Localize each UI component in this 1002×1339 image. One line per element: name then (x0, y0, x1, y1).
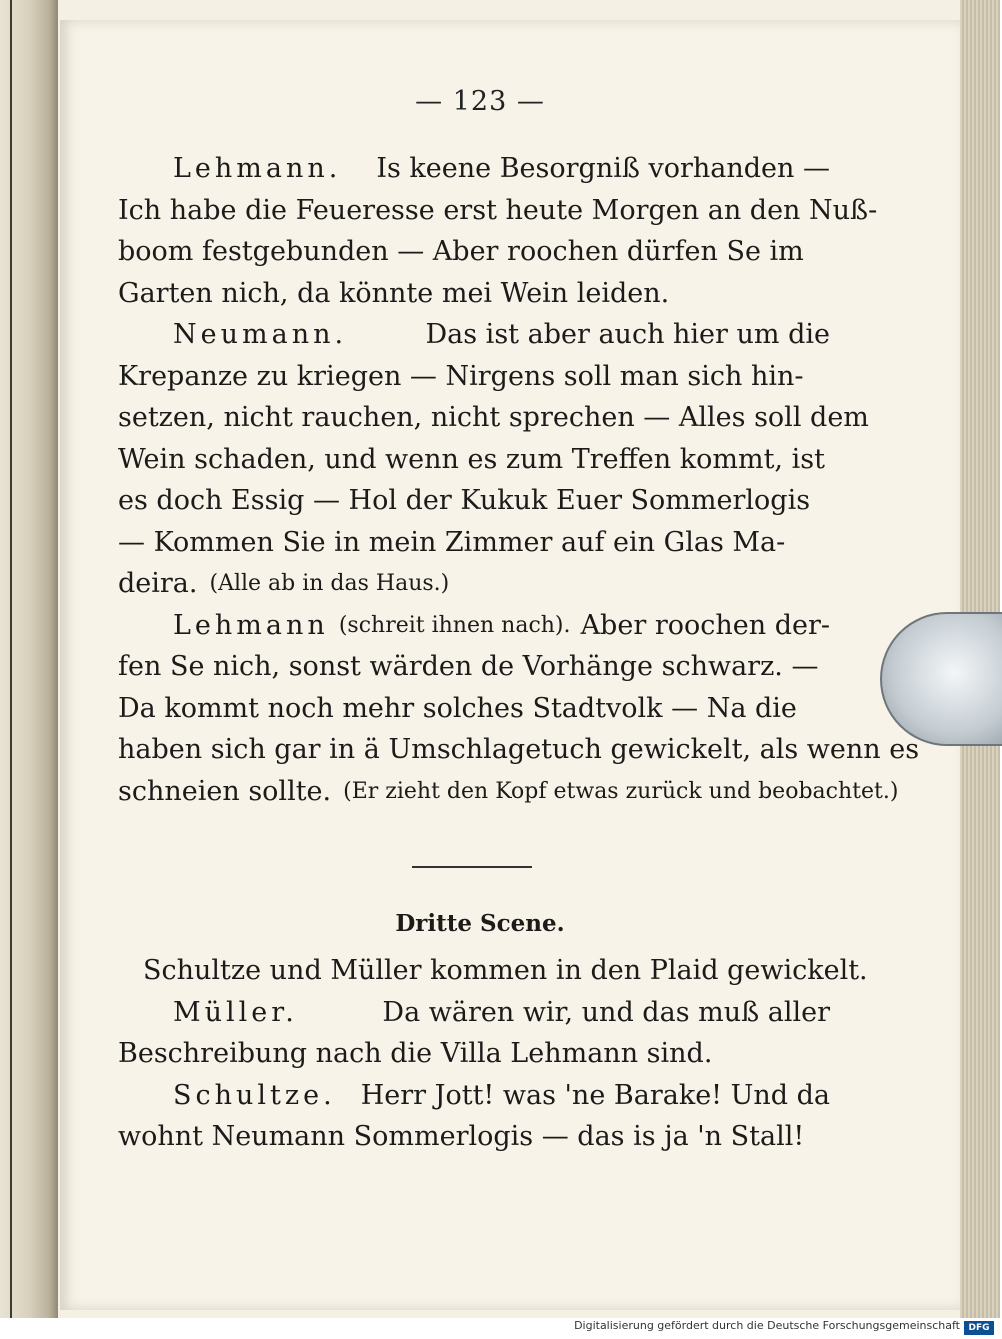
line-text: Aber roochen der- (580, 609, 830, 641)
text-line (118, 1033, 830, 1075)
line-text: Das ist aber auch hier um die (425, 319, 830, 350)
speaker-neumann: Neumann. (173, 319, 348, 350)
text-line (118, 646, 830, 688)
line-text: — Kommen Sie in mein Zimmer auf ein Glas Ma- (118, 526, 786, 558)
bookmark-clip (880, 612, 1002, 746)
line-text: setzen, nicht rauchen, nicht sprechen — Alles soll dem (118, 402, 869, 433)
line-text: Beschreibung nach die Villa Lehmann sind. (118, 1038, 713, 1069)
text-line (118, 480, 830, 522)
section-divider (412, 866, 532, 868)
line-text: fen Se nich, sonst wärden de Vorhänge schwarz. — (118, 651, 819, 682)
line-text: Wein schaden, und wenn es zum Treffen kommt, ist (118, 443, 825, 475)
text-line (118, 1116, 830, 1158)
text-line (118, 231, 830, 273)
text-line (118, 522, 830, 564)
line-text: Da kommt noch mehr solches Stadtvolk — Na die (118, 692, 797, 724)
stage-direction: (Alle ab in das Haus.) (209, 571, 450, 596)
line-text: schneien sollte. (118, 775, 332, 807)
text-line (118, 356, 830, 398)
line-text: Herr Jott! was 'ne Barake! Und da (360, 1079, 830, 1111)
text-line (118, 273, 830, 315)
line-text: deira. (118, 568, 198, 599)
stage-direction: (Er zieht den Kopf etwas zurück und beobachtet.) (343, 778, 899, 804)
scene-title: Dritte Scene. (395, 910, 565, 937)
text-line (118, 314, 830, 356)
line-text: boom festgebunden — Aber roochen dürfen Se im (118, 236, 804, 267)
text-line (118, 563, 830, 605)
text-line (118, 688, 830, 730)
footer-bar (0, 1318, 1000, 1339)
stage-direction-line (118, 950, 868, 992)
line-text: wohnt Neumann Sommerlogis — das is ja 'n Stall! (118, 1121, 805, 1152)
line-text: Ich habe die Feueresse erst heute Morgen an den Nuß- (118, 194, 878, 226)
speaker-mueller: Müller. (173, 996, 298, 1028)
left-page-edge (0, 0, 58, 1318)
line-text: es doch Essig — Hol der Kukuk Euer Sommerlogis (118, 485, 811, 516)
text-line (118, 397, 869, 439)
stage-direction: Schultze und Müller kommen in den Plaid gewickelt. (143, 955, 868, 986)
text-line (118, 729, 920, 771)
text-line (118, 771, 899, 813)
text-line (118, 605, 830, 647)
scene-block (118, 950, 868, 1158)
funding-credit: Digitalisierung gefördert durch die Deutsche Forschungsgemeinschaft (574, 1319, 960, 1332)
line-text: Da wären wir, und das muß aller (382, 996, 830, 1028)
speaker-lehmann: Lehmann (173, 609, 329, 641)
line-text: haben sich gar in ä Umschlagetuch gewickelt, als wenn es (118, 734, 920, 765)
text-line (118, 992, 830, 1034)
stage-direction: (schreit ihnen nach). (338, 612, 571, 638)
dfg-logo: DFG (964, 1321, 994, 1335)
text-line (118, 190, 878, 232)
page-number: — 123 — (415, 86, 545, 117)
text-line (118, 148, 830, 190)
speaker-lehmann: Lehmann. (173, 153, 342, 184)
line-text: Is keene Besorgniß vorhanden — (376, 153, 830, 184)
line-text: Garten nich, da könnte mei Wein leiden. (118, 277, 670, 309)
text-line (118, 1075, 830, 1117)
text-line (118, 439, 830, 481)
speaker-schultze: Schultze. (173, 1079, 336, 1111)
line-text: Krepanze zu kriegen — Nirgens soll man sich hin- (118, 360, 804, 392)
dialogue-block (118, 148, 920, 812)
